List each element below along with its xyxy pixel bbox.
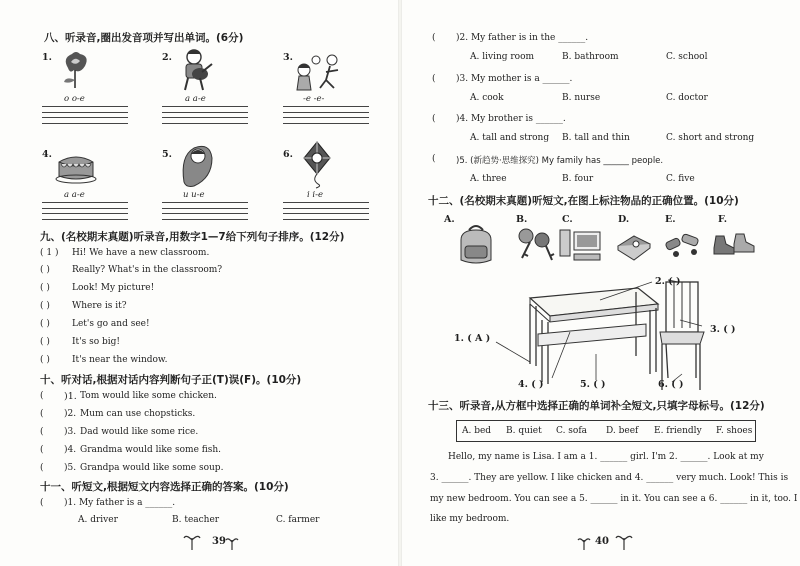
- s11-q4-option-c[interactable]: C. short and strong: [666, 133, 755, 143]
- s10-row-2-text: Mum can use chopsticks.: [80, 409, 196, 419]
- s11-q1-option-c[interactable]: C. farmer: [276, 515, 320, 525]
- s10-row-5-number: )5.: [64, 463, 77, 473]
- cake-icon: [55, 150, 97, 184]
- s11-q5-text: )5. (新趋势·思维探究) My family has ______ people.: [456, 156, 664, 166]
- s8-item-2-write-lines[interactable]: [162, 106, 248, 128]
- s11-q1-text: )1. My father is a ______.: [64, 498, 176, 508]
- s11-q3-text: )3. My mother is a ______.: [456, 74, 573, 84]
- s11-q3-option-b[interactable]: B. nurse: [562, 93, 601, 103]
- s10-row-5-bracket[interactable]: (: [40, 463, 44, 473]
- s9-row-7-text: It's near the window.: [72, 355, 168, 365]
- word-option-b: B. quiet: [506, 426, 542, 436]
- s11-q1-bracket[interactable]: (: [40, 498, 44, 508]
- s9-row-1-text: Hi! We have a new classroom.: [72, 248, 210, 258]
- s12-item-f-label: F.: [718, 214, 728, 225]
- kids-play-icon: [294, 52, 344, 92]
- page-number-39: 39: [212, 536, 226, 547]
- books-icon: [614, 228, 654, 262]
- s11-q2-option-c[interactable]: C. school: [666, 52, 708, 62]
- s9-row-4-bracket[interactable]: ( ): [40, 301, 50, 311]
- footer-sprout-icon: [580, 532, 640, 552]
- s8-item-3-number: 3.: [283, 52, 293, 63]
- s8-item-1-write-lines[interactable]: [42, 106, 128, 128]
- s10-row-3-number: )3.: [64, 427, 77, 437]
- s8-item-5-number: 5.: [162, 149, 172, 160]
- s8-item-6-phonics: i i-e: [307, 190, 324, 200]
- s8-item-1-phonics: o o-e: [64, 94, 85, 104]
- s11-q4-option-b[interactable]: B. tall and thin: [562, 133, 630, 143]
- s11-q1-option-a[interactable]: A. driver: [78, 515, 118, 525]
- s10-row-3-bracket[interactable]: (: [40, 427, 44, 437]
- s12-item-e-label: E.: [665, 214, 676, 225]
- s9-row-5-text: Let's go and see!: [72, 319, 150, 329]
- s10-row-1-number: )1.: [64, 391, 77, 402]
- s12-label-5[interactable]: 5. ( ): [580, 379, 606, 390]
- s12-item-d-label: D.: [618, 214, 630, 225]
- s10-row-2-bracket[interactable]: (: [40, 409, 44, 419]
- s10-row-3-text: Dad would like some rice.: [80, 427, 199, 437]
- section-9-title: 九、(名校期末真题)听录音,用数字1—7给下列句子排序。(12分): [40, 231, 345, 243]
- s8-item-1-number: 1.: [42, 52, 52, 63]
- s9-row-2-bracket[interactable]: ( ): [40, 265, 50, 275]
- word-option-f: F. shoes: [716, 426, 753, 436]
- s8-item-2-phonics: a a-e: [185, 94, 206, 104]
- schoolbag-icon: [455, 226, 497, 266]
- passage-line-1: Hello, my name is Lisa. I am a 1. ______ girl. I'm 2. ______. Look at my: [448, 452, 764, 462]
- s9-row-3-bracket[interactable]: ( ): [40, 283, 50, 293]
- s9-row-3-text: Look! My picture!: [72, 283, 155, 293]
- s12-label-1[interactable]: 1. ( A ): [454, 333, 491, 344]
- word-option-e: E. friendly: [654, 426, 702, 436]
- s9-row-1-bracket[interactable]: ( 1 ): [40, 248, 59, 258]
- s9-row-2-text: Really? What's in the classroom?: [72, 265, 223, 275]
- s8-item-4-write-lines[interactable]: [42, 202, 128, 224]
- s8-item-2-number: 2.: [162, 52, 172, 63]
- baby-icon: [180, 142, 214, 188]
- keys-icon: [516, 226, 556, 262]
- s10-row-4-bracket[interactable]: (: [40, 445, 44, 455]
- s12-item-c-label: C.: [562, 214, 573, 225]
- s10-row-4-text: Grandma would like some fish.: [80, 445, 222, 455]
- s12-label-2[interactable]: 2. ( ): [655, 276, 681, 287]
- s8-item-6-write-lines[interactable]: [283, 202, 369, 224]
- s8-item-4-number: 4.: [42, 149, 52, 160]
- passage-line-4: like my bedroom.: [430, 514, 510, 524]
- word-option-d: D. beef: [606, 426, 639, 436]
- s10-row-1-text: Tom would like some chicken.: [80, 391, 217, 401]
- word-option-c: C. sofa: [556, 426, 588, 436]
- s8-item-5-phonics: u u-e: [183, 190, 205, 200]
- s11-q2-bracket[interactable]: (: [432, 33, 436, 43]
- kite-icon: [300, 140, 334, 188]
- s11-q4-text: )4. My brother is ______.: [456, 114, 566, 124]
- s11-q4-option-a[interactable]: A. tall and strong: [470, 133, 550, 143]
- s11-q5-option-c[interactable]: C. five: [666, 174, 695, 184]
- s11-q5-bracket[interactable]: (: [432, 154, 436, 164]
- s11-q5-option-a[interactable]: A. three: [470, 174, 507, 184]
- s10-row-5-text: Grandpa would like some soup.: [80, 463, 224, 473]
- toys-icon: [664, 230, 704, 260]
- section-8-title: 八、听录音,圈出发音项并写出单词。(6分): [44, 32, 244, 44]
- section-11-title: 十一、听短文,根据短文内容选择正确的答案。(10分): [40, 481, 289, 493]
- s10-row-4-number: )4.: [64, 445, 77, 455]
- s12-label-4[interactable]: 4. ( ): [518, 379, 544, 390]
- s11-q5-option-b[interactable]: B. four: [562, 174, 594, 184]
- s11-q2-option-b[interactable]: B. bathroom: [562, 52, 619, 62]
- s8-item-4-phonics: a a-e: [64, 190, 85, 200]
- s11-q3-option-a[interactable]: A. cook: [470, 93, 504, 103]
- section-10-title: 十、听对话,根据对话内容判断句子正(T)误(F)。(10分): [40, 374, 302, 386]
- passage-line-3: my new bedroom. You can see a 5. ______ in it. You can see a 6. ______ in it, too. I: [430, 494, 798, 504]
- page-number-40: 40: [595, 536, 609, 547]
- s9-row-5-bracket[interactable]: ( ): [40, 319, 50, 329]
- rose-icon: [58, 50, 92, 90]
- s9-row-7-bracket[interactable]: ( ): [40, 355, 50, 365]
- s8-item-3-phonics: -e -e-: [303, 94, 325, 104]
- computer-icon: [558, 228, 604, 264]
- s10-row-2-number: )2.: [64, 409, 77, 419]
- s8-item-5-write-lines[interactable]: [162, 202, 248, 224]
- section-13-title: 十三、听录音,从方框中选择正确的单词补全短文,只填字母标号。(12分): [428, 400, 765, 412]
- s9-row-6-text: It's so big!: [72, 337, 121, 347]
- s11-q2-option-a[interactable]: A. living room: [470, 52, 535, 62]
- s11-q1-option-b[interactable]: B. teacher: [172, 515, 220, 525]
- s12-label-6[interactable]: 6. ( ): [658, 379, 684, 390]
- s11-q4-bracket[interactable]: (: [432, 114, 436, 124]
- s10-row-1-bracket[interactable]: (: [40, 391, 44, 401]
- s8-item-6-number: 6.: [283, 149, 293, 160]
- passage-line-2: 3. ______. They are yellow. I like chicken and 4. ______ very much. Look! This is: [430, 473, 789, 483]
- s8-item-3-write-lines[interactable]: [283, 106, 369, 128]
- s12-item-b-label: B.: [516, 214, 528, 225]
- s9-row-6-bracket[interactable]: ( ): [40, 337, 50, 347]
- shoes-icon: [712, 230, 756, 260]
- s12-label-3[interactable]: 3. ( ): [710, 324, 736, 335]
- boy-guitar-icon: [178, 48, 214, 92]
- s9-row-4-text: Where is it?: [72, 301, 127, 311]
- word-option-a: A. bed: [462, 426, 492, 436]
- s11-q3-option-c[interactable]: C. doctor: [666, 93, 708, 103]
- s11-q3-bracket[interactable]: (: [432, 74, 436, 84]
- page-40: [400, 0, 800, 566]
- section-12-title: 十二、(名校期末真题)听短文,在图上标注物品的正确位置。(10分): [428, 195, 739, 207]
- s11-q2-text: )2. My father is in the ______.: [456, 33, 589, 43]
- s12-item-a-label: A.: [444, 214, 455, 225]
